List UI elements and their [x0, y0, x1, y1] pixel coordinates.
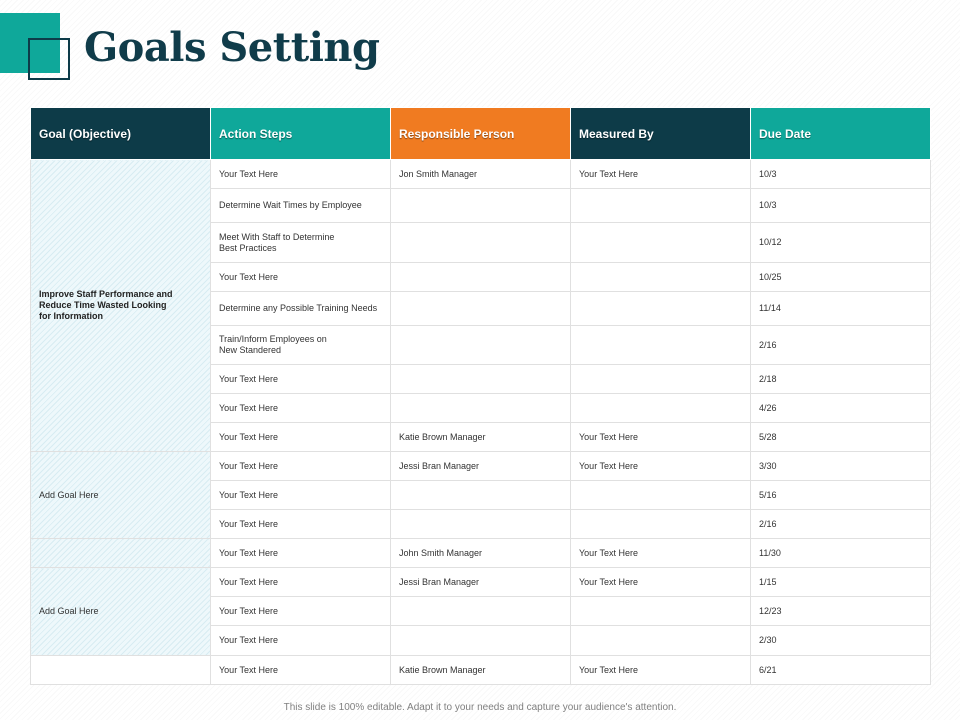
action-cell	[211, 365, 391, 394]
due-date-cell: 11/30	[751, 539, 931, 568]
measured-cell	[571, 626, 751, 656]
person-cell	[391, 394, 571, 423]
action-cell	[211, 656, 391, 685]
action-cell	[211, 626, 391, 656]
person-cell	[391, 189, 571, 223]
goal-cell	[31, 568, 211, 656]
header-measured-by: Measured By	[571, 108, 751, 160]
action-text: Your Text Here	[219, 168, 279, 179]
measured-cell	[571, 365, 751, 394]
action-text: Train/Inform Employees on New Standered	[219, 334, 327, 355]
person-cell	[391, 481, 571, 510]
slide-title: Goals Setting	[84, 24, 380, 71]
goal-cell	[31, 539, 211, 568]
due-date-cell: 3/30	[751, 452, 931, 481]
action-cell	[211, 326, 391, 365]
person-cell: Katie Brown Manager	[391, 423, 571, 452]
due-date-cell: 10/3	[751, 160, 931, 189]
goal-label: Improve Staff Performance and Reduce Time Wasted Looking for Information	[39, 289, 173, 321]
action-cell	[211, 394, 391, 423]
action-text: Your Text Here	[219, 547, 279, 558]
measured-cell	[571, 481, 751, 510]
measured-cell	[571, 292, 751, 326]
action-cell	[211, 452, 391, 481]
person-cell: John Smith Manager	[391, 539, 571, 568]
due-date-cell: 6/21	[751, 656, 931, 685]
due-date-cell: 2/16	[751, 326, 931, 365]
person-cell	[391, 626, 571, 656]
action-cell	[211, 481, 391, 510]
person-cell	[391, 263, 571, 292]
action-text: Your Text Here	[219, 605, 279, 616]
goal-label: Add Goal Here	[39, 489, 99, 500]
table-row	[31, 160, 931, 189]
header-row	[31, 108, 931, 160]
action-text: Your Text Here	[219, 489, 279, 500]
person-cell: Jon Smith Manager	[391, 160, 571, 189]
action-cell	[211, 597, 391, 626]
action-cell	[211, 568, 391, 597]
action-text: Your Text Here	[219, 431, 279, 442]
action-cell	[211, 539, 391, 568]
due-date-cell: 5/28	[751, 423, 931, 452]
goal-cell	[31, 452, 211, 539]
person-cell	[391, 223, 571, 263]
due-date-cell: 5/16	[751, 481, 931, 510]
measured-cell: Your Text Here	[571, 452, 751, 481]
person-cell	[391, 597, 571, 626]
decorative-outline-square	[28, 38, 70, 80]
measured-cell	[571, 597, 751, 626]
due-date-cell: 10/25	[751, 263, 931, 292]
action-text: Your Text Here	[219, 635, 279, 645]
due-date-cell: 2/18	[751, 365, 931, 394]
action-text: Meet With Staff to Determine Best Practices	[219, 231, 335, 253]
person-cell: Jessi Bran Manager	[391, 568, 571, 597]
measured-cell: Your Text Here	[571, 539, 751, 568]
due-date-cell: 12/23	[751, 597, 931, 626]
action-text: Your Text Here	[219, 518, 279, 529]
due-date-cell: 2/16	[751, 510, 931, 539]
measured-cell	[571, 263, 751, 292]
due-date-cell: 1/15	[751, 568, 931, 597]
action-text: Determine any Possible Training Needs	[219, 303, 378, 313]
person-cell: Katie Brown Manager	[391, 656, 571, 685]
action-cell	[211, 223, 391, 263]
header-due-date: Due Date	[751, 108, 931, 160]
goals-table	[30, 107, 931, 685]
goal-cell	[31, 160, 211, 452]
measured-cell	[571, 189, 751, 223]
measured-cell	[571, 510, 751, 539]
table-row	[31, 656, 931, 685]
person-cell	[391, 510, 571, 539]
action-text: Your Text Here	[219, 576, 279, 587]
table-row	[31, 568, 931, 597]
person-cell	[391, 326, 571, 365]
action-text: Your Text Here	[219, 402, 279, 413]
action-text: Your Text Here	[219, 460, 279, 471]
measured-cell	[571, 394, 751, 423]
person-cell: Jessi Bran Manager	[391, 452, 571, 481]
measured-cell: Your Text Here	[571, 656, 751, 685]
action-text: Your Text Here	[219, 271, 279, 282]
action-text: Your Text Here	[219, 373, 279, 384]
action-cell	[211, 423, 391, 452]
measured-cell: Your Text Here	[571, 568, 751, 597]
action-cell	[211, 189, 391, 223]
due-date-cell: 10/12	[751, 223, 931, 263]
due-date-cell: 4/26	[751, 394, 931, 423]
action-cell	[211, 263, 391, 292]
footer-note: This slide is 100% editable. Adapt it to your needs and capture your audience's attention.	[283, 702, 677, 713]
measured-cell: Your Text Here	[571, 423, 751, 452]
action-cell	[211, 510, 391, 539]
person-cell	[391, 292, 571, 326]
header-action-steps: Action Steps	[211, 108, 391, 160]
action-text: Your Text Here	[219, 664, 279, 675]
header-goal-objective: Goal (Objective)	[31, 108, 211, 160]
measured-cell: Your Text Here	[571, 160, 751, 189]
due-date-cell: 11/14	[751, 292, 931, 326]
header-responsible-person: Responsible Person	[391, 108, 571, 160]
action-cell	[211, 292, 391, 326]
action-cell	[211, 160, 391, 189]
measured-cell	[571, 326, 751, 365]
person-cell	[391, 365, 571, 394]
due-date-cell: 10/3	[751, 189, 931, 223]
action-text: Determine Wait Times by Employee	[219, 200, 362, 210]
due-date-cell: 2/30	[751, 626, 931, 656]
table-row	[31, 452, 931, 481]
table-row	[31, 539, 931, 568]
goal-cell	[31, 656, 211, 685]
measured-cell	[571, 223, 751, 263]
goal-label: Add Goal Here	[39, 606, 99, 616]
